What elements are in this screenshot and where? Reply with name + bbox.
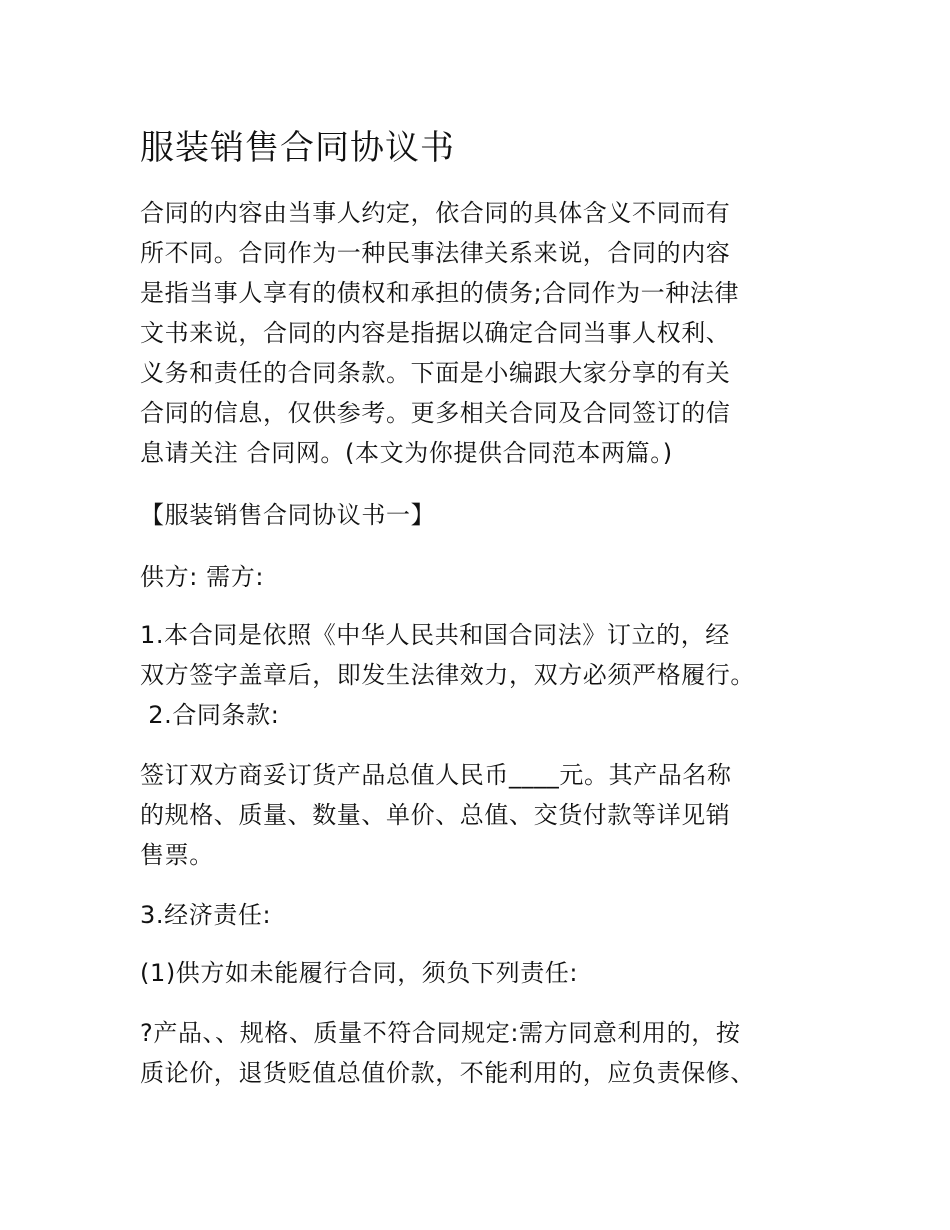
clause-1-line: 双方签字盖章后，即发生法律效力，双方必须严格履行。 bbox=[140, 661, 755, 689]
document-title: 服装销售合同协议书 bbox=[140, 128, 455, 168]
parties-line: 供方: 需方: bbox=[140, 563, 265, 591]
intro-line: 所不同。合同作为一种民事法律关系来说，合同的内容 bbox=[140, 239, 731, 267]
clause-2-line: 的规格、质量、数量、单价、总值、交货付款等详见销 bbox=[140, 801, 731, 829]
clause-2-heading: 2.合同条款: bbox=[140, 701, 280, 729]
intro-line: 文书来说，合同的内容是指据以确定合同当事人权利、 bbox=[140, 319, 731, 347]
intro-line: 合同的内容由当事人约定，依合同的具体含义不同而有 bbox=[140, 199, 731, 227]
intro-line: 义务和责任的合同条款。下面是小编跟大家分享的有关 bbox=[140, 359, 731, 387]
clause-3-sub-heading: (1)供方如未能履行合同，须负下列责任: bbox=[140, 959, 579, 987]
clause-3-heading: 3.经济责任: bbox=[140, 901, 272, 929]
clause-2-line: 签订双方商妥订货产品总值人民币____元。其产品名称 bbox=[140, 761, 732, 789]
intro-line: 合同的信息，仅供参考。更多相关合同及合同签订的信 bbox=[140, 399, 731, 427]
section-heading: 【服装销售合同协议书一】 bbox=[140, 501, 436, 529]
clause-3-detail-line: 质论价，退货贬值总值价款，不能利用的，应负责保修、 bbox=[140, 1059, 755, 1087]
intro-line: 息请关注 合同网。(本文为你提供合同范本两篇。) bbox=[140, 439, 673, 467]
intro-line: 是指当事人享有的债权和承担的债务;合同作为一种法律 bbox=[140, 279, 740, 307]
clause-1-line: 1.本合同是依照《中华人民共和国合同法》订立的，经 bbox=[140, 621, 730, 649]
clause-3-detail-line: ?产品、、规格、质量不符合同规定:需方同意利用的，按 bbox=[140, 1019, 741, 1047]
clause-2-line: 售票。 bbox=[140, 841, 214, 869]
